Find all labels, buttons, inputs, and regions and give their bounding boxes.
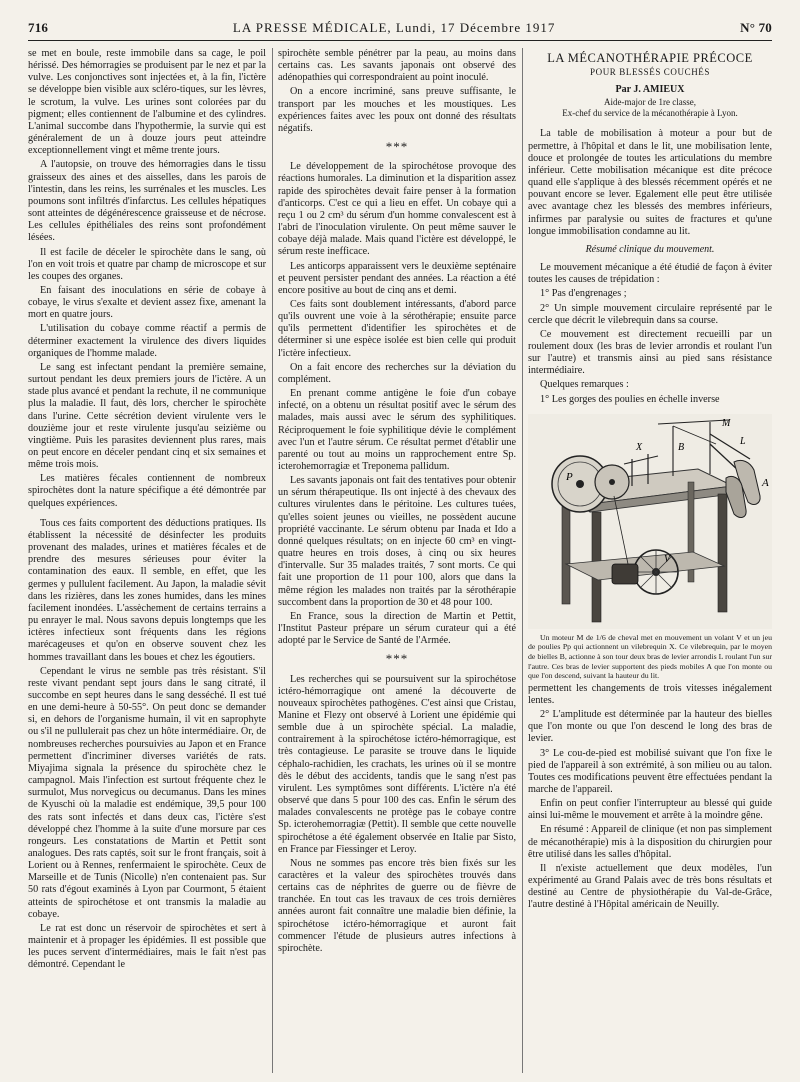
paragraph: Le mouvement mécanique a été étudié de façon à éviter toutes les causes de trépidation :	[528, 262, 772, 286]
paragraph: 2° Un simple mouvement circulaire représenté par le cercle que décrit le vilebrequin dans sa course.	[528, 302, 772, 326]
figure-label: P	[566, 470, 573, 483]
paragraph: se met en boule, reste immobile dans sa cage, le poil hérissé. Des hémorragies se produisent par le nez et par la vulve. Les conjonctives sont injectées et, à la fin, l'ictère se développe bien visible aux scléro-tiques, sur les lèvres, le scrotum, la vulve. Les urines sont colorées par du pigment; elles contiennent de l'albumine et des cylindres. L'animal succombe dans l'hypothermie, la survie qui est généralement de un à douze jours peut atteindre exceptionnellement vingt et même trente jours.	[28, 48, 266, 157]
paragraph: 2° L'amplitude est déterminée par la hauteur des bielles que l'on monte ou que l'on descend le long des bras de levier.	[528, 709, 772, 745]
paragraph: En résumé : Appareil de clinique (et non pas simplement de mécanothérapie) mis à la disposition du chirurgien pour être utilisé dans les salles d'hôpital.	[528, 824, 772, 860]
paragraph: Ces faits sont doublement intéressants, d'abord parce qu'ils ouvrent une voie à la sérothérapie; ensuite parce qu'ils permettent d'identifier les spirochètes et de déterminer si une espèce isolée est bien celle qui produit l'ictère infectieux.	[278, 298, 516, 359]
section-heading: Résumé clinique du mouvement.	[585, 243, 715, 255]
author-name: Par J. AMIEUX	[615, 84, 685, 96]
paragraph: A l'autopsie, on trouve des hémorragies dans le tissu graisseux des aines et des aisselles, dans les parois de l'intestin, dans les reins, les surrénales et les muscles. Les poumons sont infiltrés d'infarctus. Les cellules hépatiques sont atteintes de dégénérescence graisseuse et de nécrose. Les cellules épithéliales des reins sont profondément lésées.	[28, 159, 266, 244]
paragraph: Enfin on peut confier l'interrupteur au blessé qui guide ainsi lui-même le mouvement et arrête à la moindre gêne.	[528, 798, 772, 822]
paragraph: Le rat est donc un réservoir de spirochètes et sert à maintenir et à propager les épidémies. Il est possible que les puces servent d'intermédiaires, mais le fait n'est pas démontré. Cependant le	[28, 922, 266, 971]
paragraph: Les savants japonais ont fait des tentatives pour obtenir un sérum thérapeutique. Ils ont injecté à des chevaux des cultures virulentes dans le péritoine. Les cultures tuées, qu'elles soient jeunes ou vieilles, ne possèdent aucune propriété vaccinante. Le sérum obtenu par Inada et Ido a donné quelques résultats; on en injecte 60 cm³ en vingt-quatre heures en trois doses, à cinq ou six heures d'intervalle. Sur 35 malades traités, 7 sont morts. Ce qui fait une proportion de 11 pour 100, alors que dans la même région les malades non traités par la sérothérapie succombent dans la proportion de 30 et 48 pour 100.	[278, 475, 516, 608]
column-2	[278, 48, 516, 1078]
paragraph: En prenant comme antigène le foie d'un cobaye infecté, on a obtenu un résultat positif avec le sérum des malades, mais aussi avec le sérum des syphilitiques. Réciproquement le foie syphilitique dévie le complément avec l'un et l'autre sérum. Ce résultat permet d'établir une parenté ou tout au moins un rapprochement entre Sp. icterohemorragiæ et Treponema pallidum.	[278, 388, 516, 472]
article-title: LA MÉCANOTHÉRAPIE PRÉCOCE	[547, 51, 753, 65]
author-role: Ex-chef du service de la mécanothérapie à Lyon.	[562, 107, 738, 118]
paragraph: 3° Le cou-de-pied est mobilisé suivant que l'on fixe le pied de l'appareil à son extrémité, à son milieu ou au talon. Toutes ces modifications peuvent être effectuées pendant la marche de l'appareil.	[528, 747, 772, 795]
column-divider	[272, 48, 273, 1073]
paragraph: En France, sous la direction de Martin et Pettit, l'Institut Pasteur prépare un sérum curateur qui a été adopté par le Service de Santé de l'Armée.	[278, 610, 516, 647]
figure-label: V	[664, 553, 671, 565]
header-rule	[28, 40, 772, 41]
paragraph: Tous ces faits comportent des déductions pratiques. Ils établissent la nécessité de désinfecter les produits provenant des malades, urines et matières fécales et de prendre des mesures sérieuses pour éviter la contamination des eaux. Il semble, en effet, que les germes y pullulent facilement. Au Japon, la maladie sévit dans les rizières, dans les zones humides, dans les mines facilement inondées. L'assèchement de certains terrains a pu enrayer le mal. Nous savons depuis longtemps que les ictères infectieux sont fréquents dans les régions marécageuses et qu'on en observe souvent chez les hommes travaillant dans les boues et chez les égoutiers.	[28, 517, 266, 663]
author-role: Aide-major de 1re classe,	[604, 97, 696, 108]
paragraph: En faisant des inoculations en série de cobaye à cobaye, le virus s'exalte et devient assez fixe, amenant la mort en quatre jours.	[28, 284, 266, 321]
figure-label: X	[636, 441, 643, 453]
paragraph: Cependant le virus ne semble pas très résistant. S'il reste vivant pendant sept jours dans le sang citraté, il succombe en sept heures dans le sang desséché. Il est tué en une demi-heure à 50-55°. On peut donc se demander si, en dehors de l'organisme humain, il vit en saprophyte ou s'il ne pullulerait pas chez un hôte intermédiaire. Or, de nombreuses recherches poursuivies au Japon et en France permettent d'incriminer diverses variétés de rats. Miyajima signala la présence du spirochète chez le campagnol. Mais l'infection est surtout fréquente chez le surmulot, Mus norvegicus ou decumanus. Dans les mines de Kyuschi où la maladie est endémique, 39,5 pour 100 des rats sont infectés et dans deux cas, l'ictère s'est développé chez l'homme à la suite d'une morsure par ces rongeurs. Les constatations de Martin et Pettit sont analogues. Des rats captés, soit sur le front français, soit à Lorient ou à Rennes, renfermaient le spirochète. Ceux de Marseille et de Tunis (Nicolle) n'en contenaient pas. Sur 50 rats d'égout examinés à Lyon par Courmont, 5 étaient atteints de spirochétose et ont transmis la maladie au cobaye.	[28, 665, 266, 920]
paragraph: Le sang est infectant pendant la première semaine, surtout pendant les deux premiers jours de l'ictère. A un stade plus avancé et pendant la rechute, il ne communique plus la maladie. Il faut, dès lors, chercher le spirochète dans l'urine. Cette sécrétion devient virulente vers le douzième jour et reste virulente jusqu'au seizième ou vingtième. Puis les parasites deviennent plus rares, mais on peut encore en déceler pendant cinq et six semaines et même trois mois.	[28, 361, 266, 471]
paragraph: L'utilisation du cobaye comme réactif a permis de déterminer exactement la virulence des divers liquides organiques de l'homme malade.	[28, 323, 266, 359]
paragraph: Le développement de la spirochétose provoque des réactions humorales. La diminution et la disparition assez rapide des spirochètes devait faire penser à la formation d'anticorps. C'est ce qui a lieu en effet. Un cobaye qui a reçu 1 ou 2 cm³ du sérum d'un homme convalescent est à l'abri de l'inoculation virulente. On peut même sauver le cobaye déjà malade. Mais quand l'ictère est développé, le sérum reste inefficace.	[278, 161, 516, 258]
paragraph: La table de mobilisation à moteur a pour but de permettre, à l'hôpital et dans le lit, une mobilisation lente, douce et prolongée de toutes les articulations du membre inférieur. Cette mobilisation mécanique est dite précoce quand elle s'applique à des blessés récemment opérés et ne pouvant encore se lever. Egalement elle peut être utilisée avec avantage chez les blessés des membres inférieurs, infirmes par paralysie ou suites de fractures et qu'une longue immobilisation condamne au lit.	[528, 128, 772, 237]
mobilisation-table-drawing	[528, 414, 772, 629]
page-header	[28, 20, 772, 36]
paragraph: On a fait encore des recherches sur la déviation du complément.	[278, 361, 516, 385]
paragraph: Il est facile de déceler le spirochète dans le sang, où l'on en voit trois et quatre par champ de microscope et sur les coupes des organes.	[28, 246, 266, 282]
page-number: 716	[28, 20, 49, 35]
machine-illustration	[528, 414, 772, 629]
figure-label: A	[762, 476, 769, 489]
issue-number: N° 70	[740, 20, 772, 35]
figure-label: B	[678, 441, 685, 453]
paragraph: Nous ne sommes pas encore très bien fixés sur les caractères et la valeur des spirochètes trouvés dans certains cas de néphrites de guerre ou de fièvre de tranchée. En tout cas les travaux de ces trois dernières années auront fait connaître une maladie bien définie, la spirochétose ictéro-hémorragique et auront fait commencer l'étude de plusieurs autres infections à spirochète.	[278, 857, 516, 954]
journal-title: LA PRESSE MÉDICALE, Lundi, 17 Décembre 1917	[232, 20, 556, 35]
column-1	[28, 48, 266, 1078]
column-3	[528, 48, 772, 1078]
figure-caption: Un moteur M de 1/6 de cheval met en mouvement un volant V et un jeu de poulies Pp qui actionnent un vilebrequin X. Ce vilebrequin, par le moyen de bielles B, actionne à son tour deux bras de levier arrondis L roulant l'un sur l'autre. Ces bras de levier supportent des pieds mobiles A que l'on monte ou que l'on descend, suivant la hauteur du lit.	[528, 632, 772, 681]
paragraph: spirochète semble pénétrer par la peau, au moins dans certains cas. Les savants japonais ont observé des adénopathies qui correspondraient au point inoculé.	[278, 48, 516, 84]
paragraph: 1° Les gorges des poulies en échelle inverse	[540, 393, 720, 405]
section-separator: ***	[385, 139, 409, 155]
paragraph: 1° Pas d'engrenages ;	[540, 288, 627, 300]
paragraph: On a encore incriminé, sans preuve suffisante, le transport par les mouches et les moustiques. Les expériences faites avec les poux ont donné des résultats négatifs.	[278, 86, 516, 134]
paragraph: Les recherches qui se poursuivent sur la spirochétose ictéro-hémorragique ont amené la découverte de nouveaux spirochètes pathogènes. C'est ainsi que Cristau, Manine et Flezy ont observé à Lorient une épidémie qui semble due à un spirochète spécial. La maladie, contrairement à la spirochétose ictéro-hémorragique, est très contagieuse. Le parasite se trouve dans le liquide céphalo-rachidien, les crachats, les urines où il se montre dès le début des accidents, tandis que le sang n'est pas virulent. Les symptômes sont différents. L'ictère n'a été observé que dans 5 pour 100 des cas. Enfin le sérum des malades convalescents ne protège pas le cobaye contre Sp. icterohemorragiæ (Pettit). Il semble que cette nouvelle spirochétose a été également observée en Italie par Sisto, en France par Fiessinger et Leroy.	[278, 673, 516, 855]
paragraph: Il n'existe actuellement que deux modèles, l'un expérimenté au Grand Palais avec de très bons résultats et destiné au Centre de physiothérapie du Val-de-Grâce, l'autre destiné à l'Hôpital américain de Neuilly.	[528, 862, 772, 911]
paragraph: Les anticorps apparaissent vers le deuxième septénaire et peuvent persister pendant des années. La réaction a été encore positive au bout de cinq ans et demi.	[278, 260, 516, 296]
paragraph: permettent les changements de trois vitesses inégalement lentes.	[528, 682, 772, 706]
paragraph: Les matières fécales contiennent de nombreux spirochètes dont la nature spécifique a été démontrée par quelques expériences.	[28, 473, 266, 509]
article-subtitle: POUR BLESSÉS COUCHÉS	[589, 67, 711, 78]
paragraph: Quelques remarques :	[540, 379, 629, 391]
column-divider	[522, 48, 523, 1073]
section-separator: ***	[385, 651, 409, 667]
figure-label: L	[740, 435, 746, 447]
paragraph: Ce mouvement est directement recueilli par un roulement doux (les bras de levier arrondis et roulant l'un sur l'autre) et transmis ainsi au pied sans résistance intermédiaire.	[528, 328, 772, 377]
figure-label: M	[722, 417, 731, 429]
